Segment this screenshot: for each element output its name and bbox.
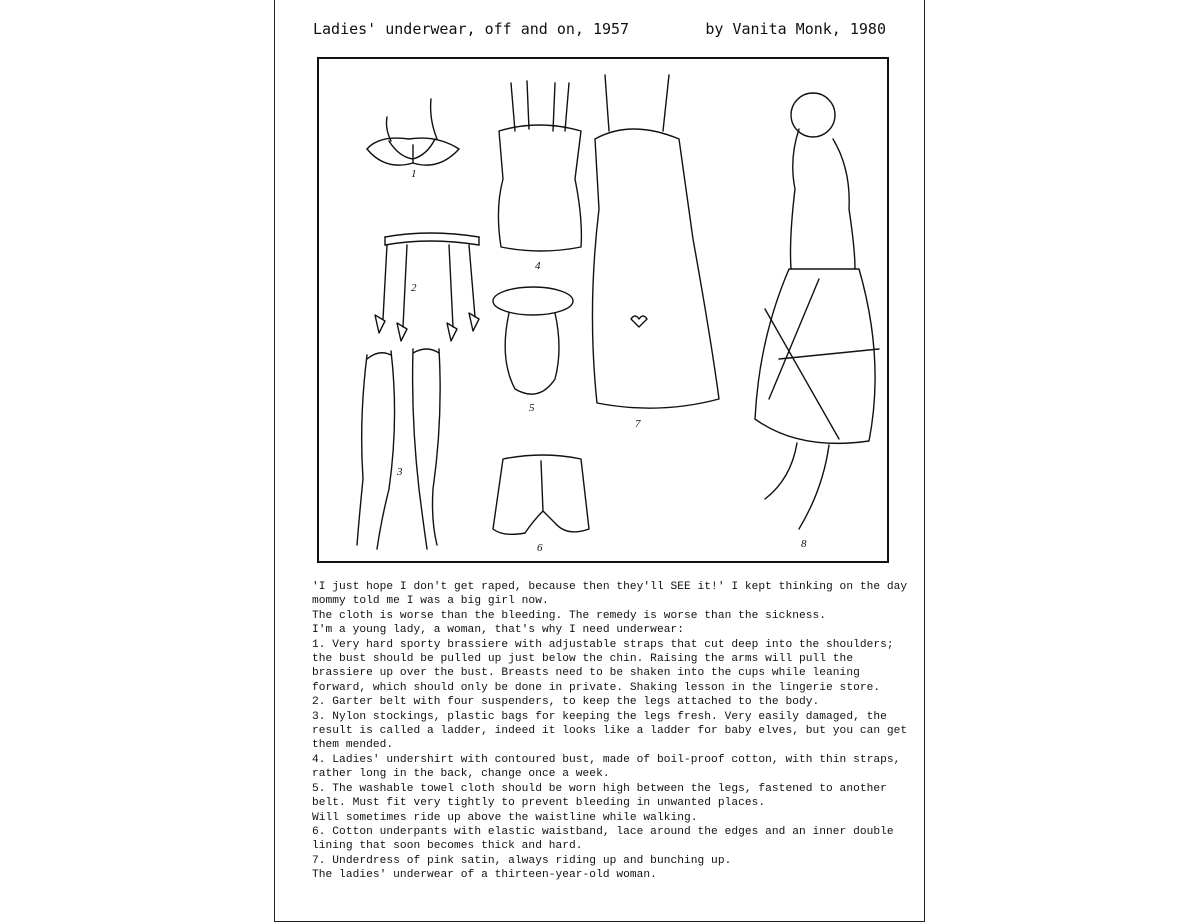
label-8: 8 <box>801 538 807 550</box>
stockings-drawing <box>357 349 440 549</box>
text-line: brassiere up over the bust. Breasts need to be shaken into the cups while leaning <box>312 667 860 680</box>
brassiere-drawing <box>367 99 459 165</box>
text-line: 6. Cotton underpants with elastic waistband, lace around the edges and an inner double <box>312 825 894 838</box>
text-line: 'I just hope I don't get raped, because then they'll SEE it!' I kept thinking on the day <box>312 581 908 593</box>
author-line: by Vanita Monk, 1980 <box>705 20 886 38</box>
text-line: forward, which should only be done in private. Shaking lesson in the lingerie store. <box>312 681 881 694</box>
text-line: 3. Nylon stockings, plastic bags for keeping the legs fresh. Very easily damaged, the <box>312 710 887 723</box>
label-6: 6 <box>537 542 543 554</box>
text-line: 7. Underdress of pink satin, always riding up and bunching up. <box>312 854 732 867</box>
text-line: them mended. <box>312 739 394 752</box>
text-line: the bust should be pulled up just below the chin. Raising the arms will pull the <box>312 653 854 666</box>
label-4: 4 <box>535 260 541 272</box>
page-title: Ladies' underwear, off and on, 1957 <box>313 20 630 38</box>
text-line: The cloth is worse than the bleeding. The remedy is worse than the sickness. <box>312 609 827 622</box>
story-text <box>312 580 908 883</box>
text-line: mommy told me I was a big girl now. <box>312 595 549 608</box>
underpants-drawing <box>493 455 589 534</box>
woman-figure-drawing <box>755 93 879 529</box>
text-line: Will sometimes ride up above the waistline while walking. <box>312 811 698 824</box>
garter-belt-drawing <box>375 233 479 341</box>
text-line: 5. The washable towel cloth should be worn high between the legs, fastened to another <box>312 782 887 795</box>
label-5: 5 <box>529 402 535 414</box>
text-line: belt. Must fit very tightly to prevent bleeding in unwanted places. <box>312 797 766 810</box>
text-line: result is called a ladder, indeed it looks like a ladder for baby elves, but you can get <box>312 725 908 738</box>
text-line: The ladies' underwear of a thirteen-year-old woman. <box>312 869 657 882</box>
text-line: I'm a young lady, a woman, that's why I need underwear: <box>312 624 684 637</box>
label-7: 7 <box>635 418 641 430</box>
sanitary-belt-drawing <box>493 287 573 394</box>
page-header <box>313 20 886 42</box>
illustration-frame <box>317 57 889 563</box>
page-sheet <box>274 0 925 922</box>
text-line: rather long in the back, change once a week. <box>312 768 610 781</box>
text-line: 1. Very hard sporty brassiere with adjustable straps that cut deep into the shoulders; <box>312 638 894 651</box>
underdress-drawing <box>592 75 719 408</box>
text-line: 2. Garter belt with four suspenders, to keep the legs attached to the body. <box>312 696 820 709</box>
undershirt-drawing <box>498 81 581 251</box>
underwear-illustration <box>319 59 887 561</box>
label-1: 1 <box>411 168 417 180</box>
text-line: lining that soon becomes thick and hard. <box>312 840 583 853</box>
label-3: 3 <box>397 466 403 478</box>
label-2: 2 <box>411 282 417 294</box>
text-line: 4. Ladies' undershirt with contoured bust, made of boil-proof cotton, with thin straps, <box>312 753 901 766</box>
